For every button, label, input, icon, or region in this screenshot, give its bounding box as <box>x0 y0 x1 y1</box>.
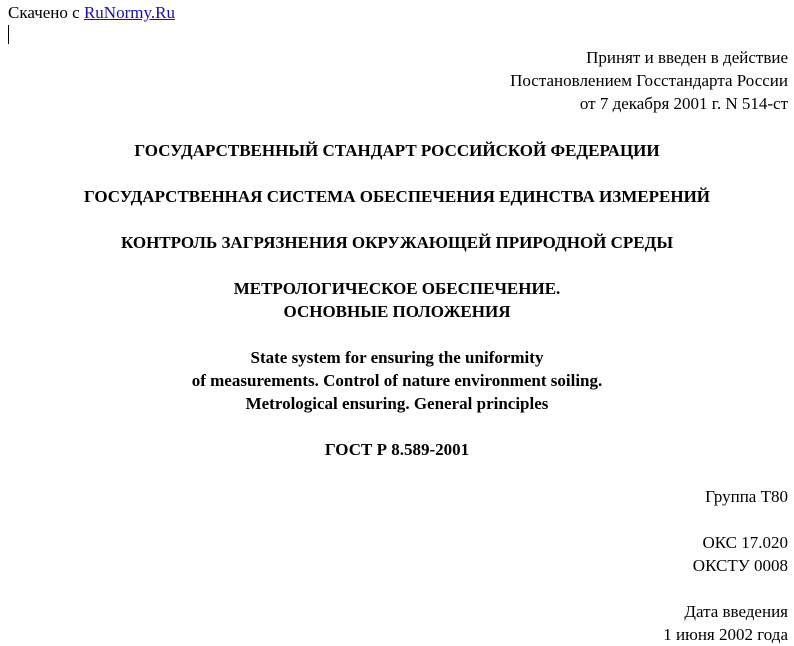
approval-line: от 7 декабря 2001 г. N 514-ст <box>579 94 788 113</box>
source-link[interactable]: RuNormy.Ru <box>83 3 175 22</box>
gost-number: ГОСТ Р 8.589-2001 <box>324 440 470 459</box>
english-title-line: Metrological ensuring. General principles <box>245 394 549 413</box>
system-heading: ГОСУДАРСТВЕННАЯ СИСТЕМА ОБЕСПЕЧЕНИЯ ЕДИНСТВА ИЗМЕРЕНИЙ <box>83 187 711 206</box>
document-title <box>0 277 794 323</box>
classification-codes <box>693 531 788 577</box>
approval-line: Принят и введен в действие <box>586 48 788 67</box>
text-caret <box>8 25 9 44</box>
english-title-line: State system for ensuring the uniformity <box>250 348 544 367</box>
introduction-date-block <box>663 600 788 646</box>
group-label: Группа Т80 <box>705 487 788 506</box>
approval-block <box>510 46 788 115</box>
control-heading: КОНТРОЛЬ ЗАГРЯЗНЕНИЯ ОКРУЖАЮЩЕЙ ПРИРОДНОЙ СРЕДЫ <box>120 233 674 252</box>
english-title <box>0 346 794 415</box>
source-line <box>8 2 175 23</box>
approval-line: Постановлением Госстандарта России <box>510 71 788 90</box>
title-line: ОСНОВНЫЕ ПОЛОЖЕНИЯ <box>283 302 511 321</box>
english-title-line: of measurements. Control of nature environment soiling. <box>191 371 603 390</box>
okstu-code: ОКСТУ 0008 <box>692 556 788 575</box>
introduction-label: Дата введения <box>684 602 788 621</box>
group-code <box>705 485 788 508</box>
oks-code: ОКС 17.020 <box>702 533 788 552</box>
source-prefix: Скачено с <box>8 3 84 22</box>
title-line: МЕТРОЛОГИЧЕСКОЕ ОБЕСПЕЧЕНИЕ. <box>233 279 561 298</box>
introduction-date: 1 июня 2002 года <box>663 625 788 644</box>
state-standard-heading: ГОСУДАРСТВЕННЫЙ СТАНДАРТ РОССИЙСКОЙ ФЕДЕРАЦИИ <box>134 141 660 160</box>
